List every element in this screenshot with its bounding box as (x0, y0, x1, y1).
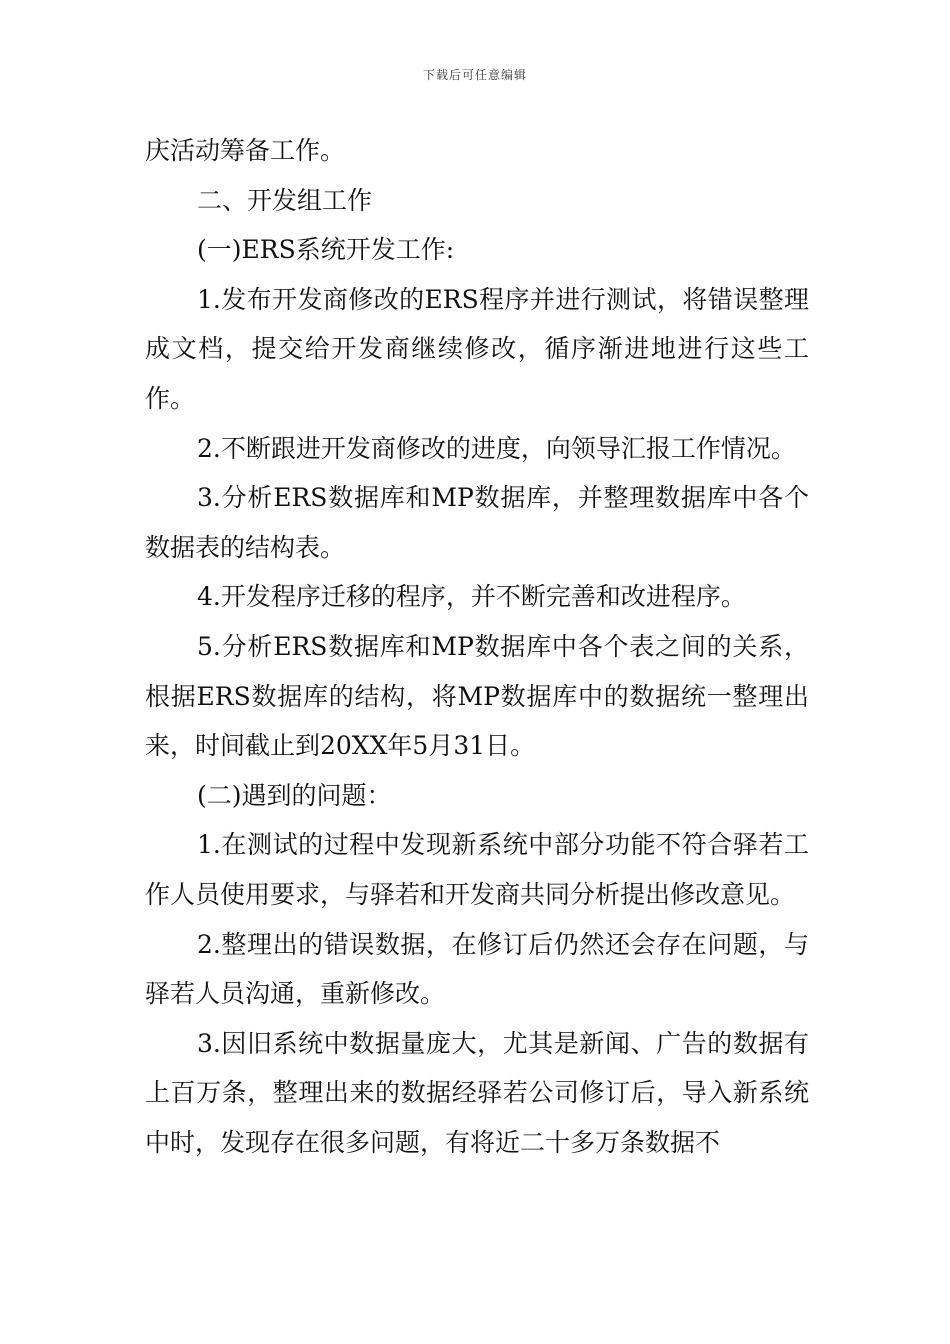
list-item: 3.分析ERS数据库和MP数据库，并整理数据库中各个数据表的结构表。 (145, 483, 809, 562)
document-body (145, 126, 809, 1167)
subsection-heading: (二)遇到的问题： (197, 780, 392, 810)
list-item: 2.不断跟进开发商修改的进度，向领导汇报工作情况。 (197, 433, 796, 463)
list-item: 1.发布开发商修改的ERS程序并进行测试，将错误整理成文档，提交给开发商继续修改，循序渐进地进行这些工作。 (145, 284, 809, 413)
subsection-heading: (一)ERS系统开发工作: (197, 235, 455, 265)
paragraph: 庆活动筹备工作。 (145, 136, 346, 165)
list-item: 3.因旧系统中数据量庞大，尤其是新闻、广告的数据有上百万条，整理出来的数据经驿若公司修订后，导入新系统中时，发现存在很多问题，有将近二十多万条数据不 (145, 1028, 809, 1157)
list-item: 4.开发程序迁移的程序，并不断完善和改进程序。 (197, 582, 746, 612)
list-item: 2.整理出的错误数据，在修订后仍然还会存在问题，与驿若人员沟通，重新修改。 (145, 929, 809, 1009)
section-heading: 二、开发组工作 (197, 185, 373, 215)
page-header: 下载后可任意编辑 (422, 68, 527, 82)
list-item: 1.在测试的过程中发现新系统中部分功能不符合驿若工作人员使用要求，与驿若和开发商共同分析提出修改意见。 (145, 830, 809, 909)
list-item: 5.分析ERS数据库和MP数据库中各个表之间的关系，根据ERS数据库的结构，将MP数据库中的数据统一整理出来，时间截止到20XX年5月31日。 (145, 631, 809, 761)
